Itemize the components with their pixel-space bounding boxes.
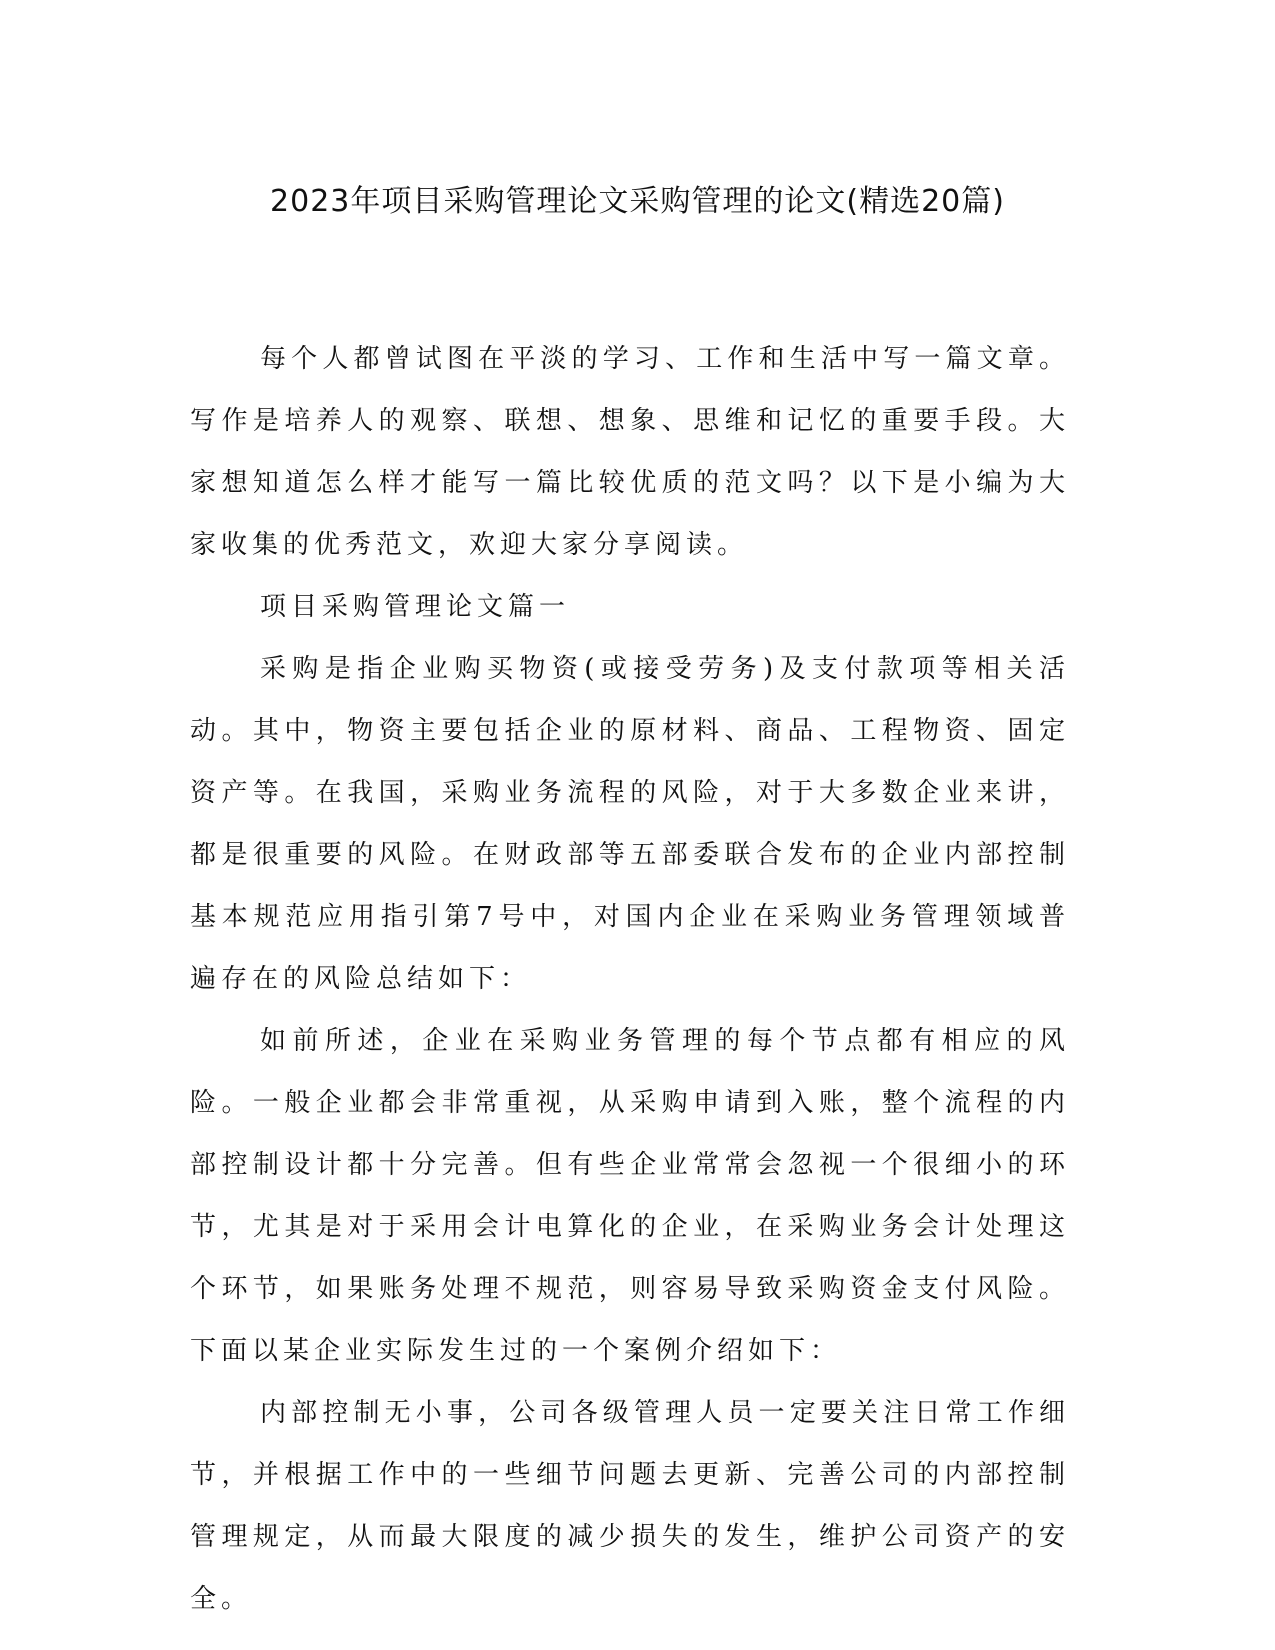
intro-paragraph: 每个人都曾试图在平淡的学习、工作和生活中写一篇文章。写作是培养人的观察、联想、想象、思维和记忆的重要手段。大家想知道怎么样才能写一篇比较优质的范文吗？以下是小编为大家收集的优秀范文，欢迎大家分享阅读。 <box>190 344 1070 560</box>
section-heading: 项目采购管理论文篇一 <box>260 592 571 622</box>
body-paragraph-2: 如前所述，企业在采购业务管理的每个节点都有相应的风险。一般企业都会非常重视，从采购申请到入账，整个流程的内部控制设计都十分完善。但有些企业常常会忽视一个很细小的环节，尤其是对于采用会计电算化的企业，在采购业务会计处理这个环节，如果账务处理不规范，则容易导致采购资金支付风险。下面以某企业实际发生过的一个案例介绍如下： <box>190 1026 1070 1366</box>
body-paragraph-1: 采购是指企业购买物资(或接受劳务)及支付款项等相关活动。其中，物资主要包括企业的原材料、商品、工程物资、固定资产等。在我国，采购业务流程的风险，对于大多数企业来讲，都是很重要的风险。在财政部等五部委联合发布的企业内部控制基本规范应用指引第7号中，对国内企业在采购业务管理领域普遍存在的风险总结如下： <box>190 654 1070 994</box>
document-body <box>190 328 1070 1630</box>
document-title: 2023年项目采购管理论文采购管理的论文(精选20篇) <box>270 184 1005 219</box>
body-paragraph-3: 内部控制无小事，公司各级管理人员一定要关注日常工作细节，并根据工作中的一些细节问题去更新、完善公司的内部控制管理规定，从而最大限度的减少损失的发生，维护公司资产的安全。 <box>190 1398 1070 1614</box>
